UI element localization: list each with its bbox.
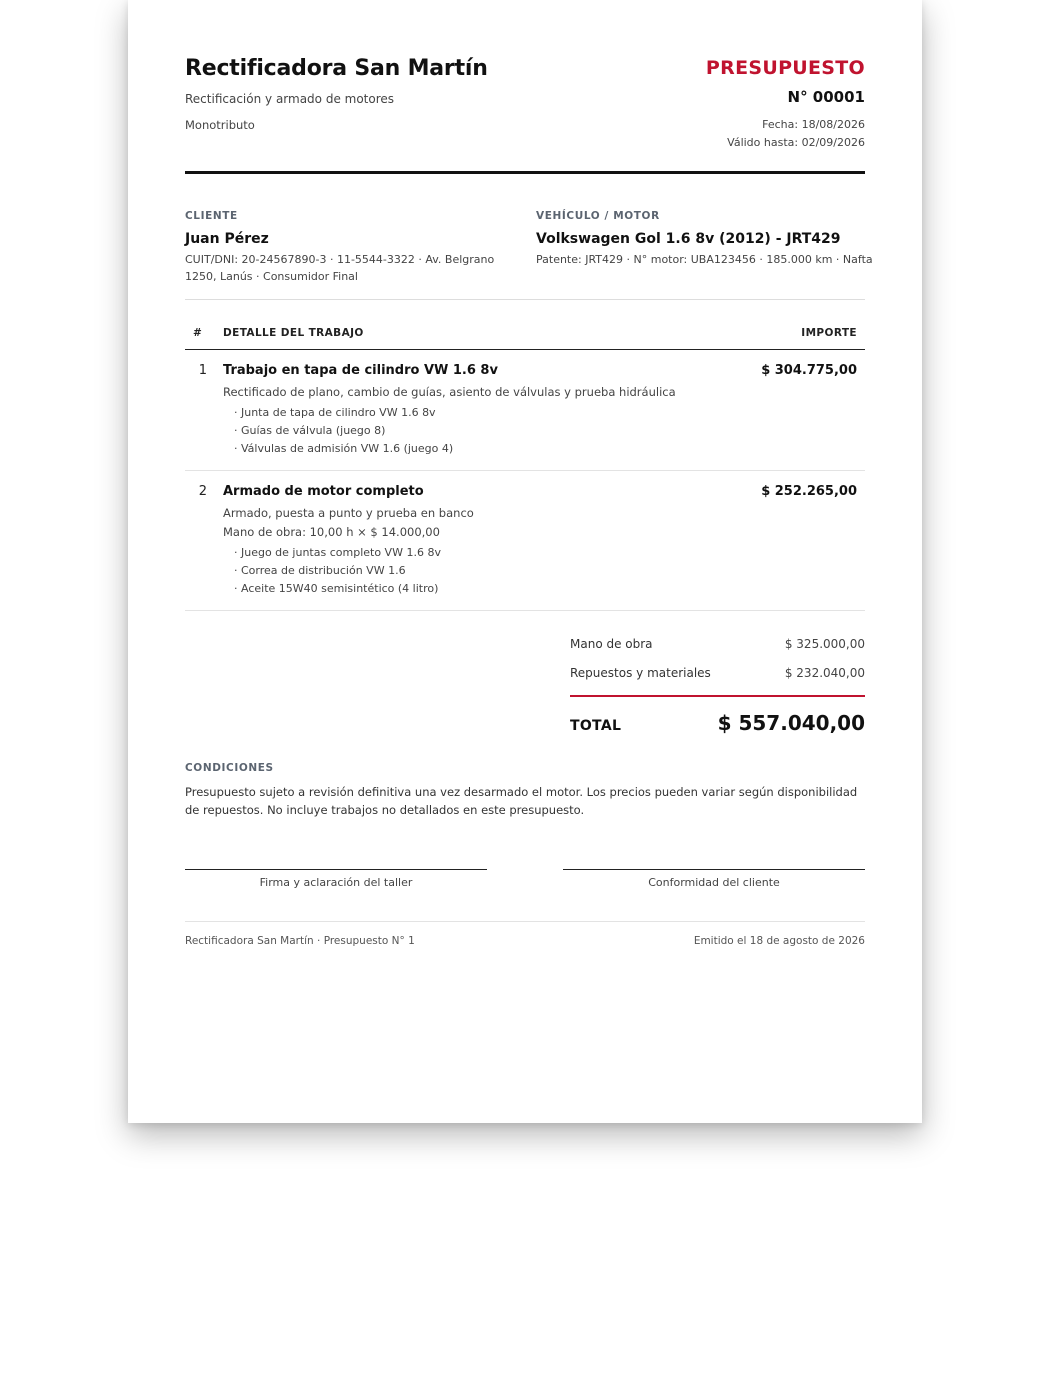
subtotal-parts-value: $ 232.040,00: [784, 666, 865, 680]
row-description: Rectificado de plano, cambio de guías, asiento de válvulas y prueba hidráulica: [223, 385, 676, 399]
row-body: [223, 483, 745, 598]
table-row: [185, 350, 865, 471]
vehicle-detail: Patente: JRT429 · N° motor: UBA123456 · 185.000 km · Nafta: [536, 253, 873, 266]
workshop-signature-line: [185, 869, 487, 889]
column-header-number: #: [193, 327, 203, 339]
client-signature-line: [563, 869, 865, 889]
conditions-section: [185, 759, 865, 855]
row-amount: $ 304.775,00: [761, 363, 857, 378]
document-content: [185, 0, 873, 947]
row-number: 2: [198, 484, 207, 499]
part-item: · Aceite 15W40 semisintético (4 litro): [234, 582, 439, 595]
table-header: [185, 300, 865, 350]
subtotal-labor-value: $ 325.000,00: [784, 637, 865, 651]
client-label: CLIENTE: [185, 210, 238, 222]
footer-divider: [185, 921, 865, 922]
subtotal-parts-label: Repuestos y materiales: [570, 666, 711, 680]
part-item: · Correa de distribución VW 1.6: [234, 564, 406, 577]
row-parts-list: [223, 544, 745, 598]
parties-section: [185, 174, 873, 300]
business-name: Rectificadora San Martín: [185, 56, 488, 81]
footer-reference: Rectificadora San Martín · Presupuesto N° 1: [185, 935, 415, 947]
conditions-label: CONDICIONES: [185, 762, 274, 774]
row-description: Armado, puesta a punto y prueba en banco: [223, 506, 474, 520]
client-signature-label: Conformidad del cliente: [648, 876, 780, 889]
totals-divider: [570, 695, 865, 697]
part-item: · Guías de válvula (juego 8): [234, 424, 386, 437]
client-name: Juan Pérez: [185, 231, 269, 247]
client-detail: CUIT/DNI: 20-24567890-3 · 11-5544-3322 · Av. Belgrano 1250, Lanús · Consumidor Final: [185, 253, 495, 283]
total-label: TOTAL: [570, 718, 622, 734]
row-labor: Mano de obra: 10,00 h × $ 14.000,00: [223, 525, 440, 539]
document-valid-until: Válido hasta: 02/09/2026: [727, 136, 865, 149]
conditions-text: Presupuesto sujeto a revisión definitiva una vez desarmado el motor. Los precios pueden variar según disponibilidad de repuestos. No incluye trabajos no detallados en este presupuesto.: [185, 785, 858, 817]
column-header-detail: DETALLE DEL TRABAJO: [223, 327, 364, 339]
subtotal-labor-label: Mano de obra: [570, 637, 653, 651]
workshop-signature-label: Firma y aclaración del taller: [259, 876, 413, 889]
part-item: · Junta de tapa de cilindro VW 1.6 8v: [234, 406, 436, 419]
part-item: · Juego de juntas completo VW 1.6 8v: [234, 546, 441, 559]
table-row: [185, 471, 865, 611]
row-body: [223, 362, 745, 458]
vehicle-label: VEHÍCULO / MOTOR: [536, 210, 660, 222]
business-tax-regime: Monotributo: [185, 118, 255, 132]
row-title: Trabajo en tapa de cilindro VW 1.6 8v: [223, 363, 498, 378]
totals-section: [185, 611, 865, 759]
vehicle-name: Volkswagen Gol 1.6 8v (2012) - JRT429: [536, 231, 841, 247]
total-value: $ 557.040,00: [717, 711, 865, 735]
document-page: [128, 0, 922, 1123]
business-tagline: Rectificación y armado de motores: [185, 92, 395, 106]
document-number: N° 00001: [787, 88, 865, 106]
signatures-section: [185, 855, 865, 945]
row-number: 1: [198, 363, 207, 378]
document-header: [185, 0, 865, 174]
part-item: · Válvulas de admisión VW 1.6 (juego 4): [234, 442, 454, 455]
grand-total: [570, 711, 865, 737]
document-date: Fecha: 18/08/2026: [762, 118, 865, 131]
row-parts-list: [223, 404, 745, 458]
footer-issue-date: Emitido el 18 de agosto de 2026: [693, 935, 865, 947]
row-title: Armado de motor completo: [223, 484, 424, 499]
document-type: PRESUPUESTO: [705, 57, 865, 79]
row-amount: $ 252.265,00: [761, 484, 857, 499]
column-header-amount: IMPORTE: [801, 327, 857, 339]
